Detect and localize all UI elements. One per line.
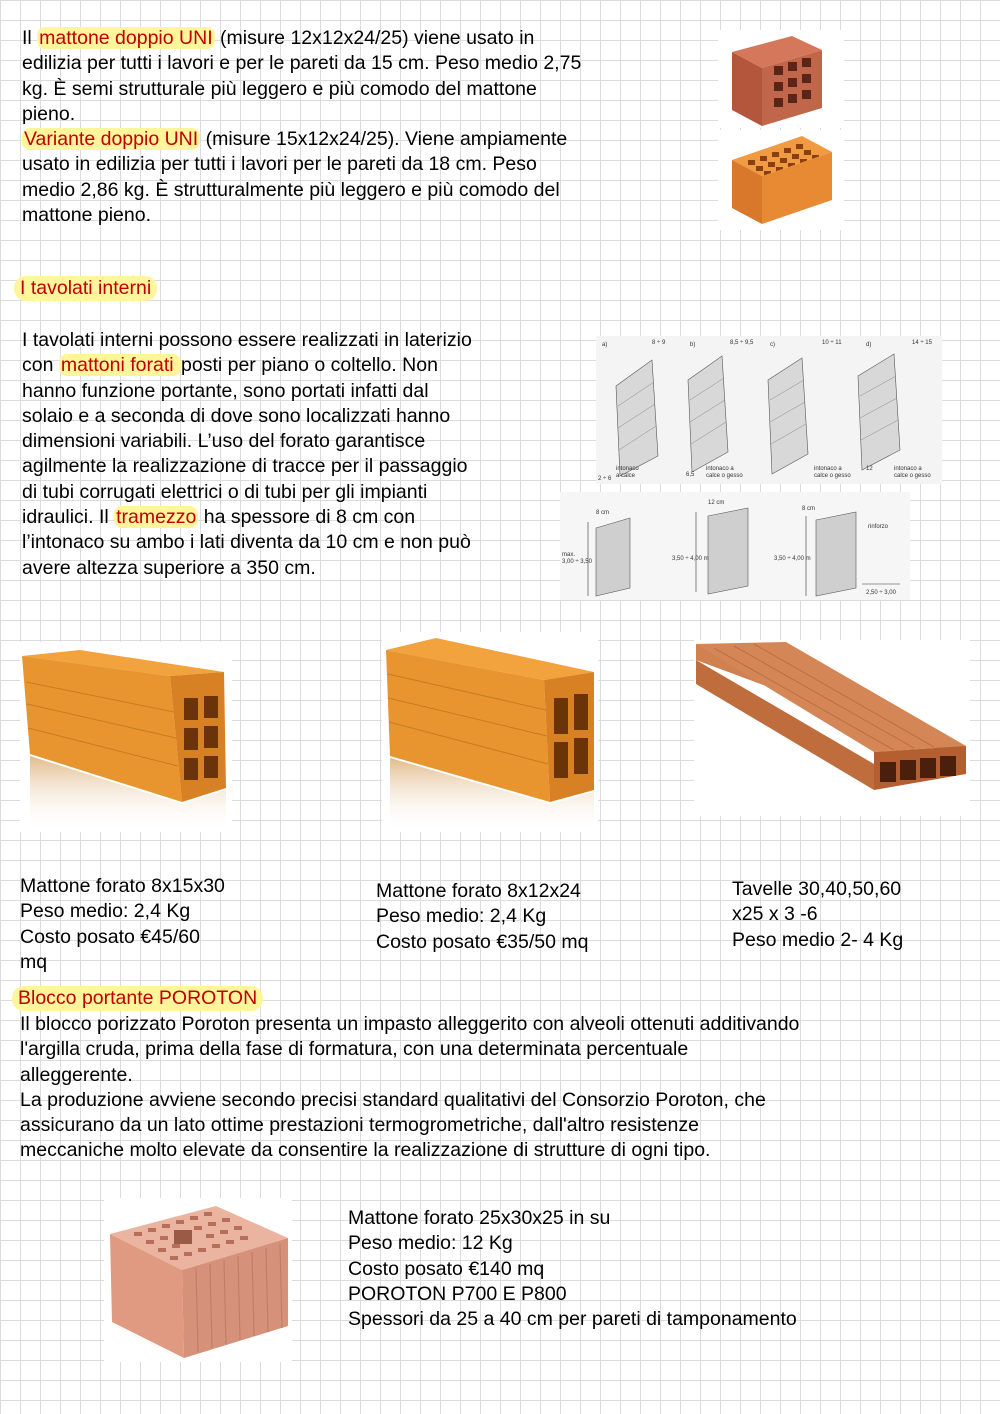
diagram-dim-a: 8 ÷ 9: [652, 340, 666, 346]
diagram-note-b: intonaco a calce o gesso: [706, 466, 743, 479]
diagram-label-b: b): [690, 342, 696, 348]
span-label: 2,50 ÷ 3,00: [866, 590, 896, 596]
highlight-mattone-doppio-uni: mattone doppio UNI: [39, 27, 213, 49]
mattone-forato-8x15x30-image: [20, 642, 232, 832]
mattone-forato-8x12x24-image: [382, 632, 598, 832]
caption-poroton: Mattone forato 25x30x25 in su Peso medio: 12 Kg Costo posato €140 mq POROTON P700 E P800 Spessori da 25 a 40 cm per pareti di tamponamento: [348, 1207, 797, 1331]
brick-variante-doppio-uni-image: [718, 130, 844, 230]
diagram-note-d: intonaco a calce o gesso: [894, 466, 931, 479]
partition-heights-diagram: [560, 492, 910, 600]
heading-blocco-poroton: Blocco portante POROTON: [12, 986, 263, 1011]
diagram-small-2: 6,5: [686, 472, 695, 478]
width-8cm-1: 8 cm: [596, 510, 610, 516]
diagram-label-a: a): [602, 342, 608, 348]
text-run: ha spessore di 8 cm con l’intonaco su ambo i lati diventa da 10 cm e non può avere altezza superiore a 350 cm.: [22, 506, 471, 579]
heading-tavolati-interni: I tavolati interni: [14, 276, 157, 301]
height-350-400-a: 3,50 ÷ 4,00 m: [672, 556, 709, 562]
width-8cm-2: 8 cm: [802, 506, 816, 512]
width-12cm: 12 cm: [708, 500, 725, 506]
caption-mattone-8x15x30: Mattone forato 8x15x30 Peso medio: 2,4 Kg Costo posato €45/60 mq: [20, 875, 225, 973]
highlight-variante-doppio-uni: Variante doppio UNI: [24, 128, 199, 151]
diagram-dim-b: 8,5 ÷ 9,5: [730, 340, 754, 346]
text-run: posti per piano o coltello. Non hanno funzione portante, sono portati infatti dal solaio e a seconda di dove sono localizzati hanno dimensioni variabili. L’uso del forato garantisce agilmente la realizzazione di tracce per il passaggio di tubi corrugati elettrici o di tubi per gli impianti idraulici. Il: [22, 354, 468, 529]
caption-mattone-8x12x24: Mattone forato 8x12x24 Peso medio: 2,4 Kg Costo posato €35/50 mq: [376, 880, 589, 953]
height-350-400-b: 3,50 ÷ 4,00 m: [774, 556, 811, 562]
paragraph-doppio-uni: [22, 26, 682, 228]
highlight-tramezzo: tramezzo: [116, 506, 197, 529]
diagram-small-1: 2 ÷ 6: [598, 476, 612, 482]
poroton-block-image: [104, 1198, 292, 1362]
highlight-mattoni-forati: mattoni forati: [60, 354, 179, 377]
caption-tavelle: Tavelle 30,40,50,60 x25 x 3 -6 Peso medio 2- 4 Kg: [732, 878, 904, 951]
paragraph-poroton: Il blocco porizzato Poroton presenta un impasto alleggerito con alveoli ottenuti additivando l'argilla cruda, prima della fase di formatura, con una determinata percentuale alleggerente. La produzione avviene secondo precisi standard qualitativi del Consorzio Poroton, che assicurano da un lato ottime prestazioni termogrometriche, dall'altro resistenze meccaniche molto elevate da consentire la realizzazione di strutture di ogni tipo.: [20, 1013, 800, 1162]
rinforzo-label: rinforzo: [868, 524, 889, 530]
text-run: Il: [22, 27, 38, 49]
text-run: (misure 12x12x24/25) viene usato in edilizia per tutti i lavori e per le pareti da 15 cm. Peso medio 2,75 kg. È semi strutturale più leggero e più comodo del mattone pieno.: [22, 27, 582, 125]
diagram-note-c: intonaco a calce o gesso: [814, 466, 851, 479]
tavelle-image: [694, 640, 970, 816]
diagram-label-d: d): [866, 342, 872, 348]
diagram-note-a: intonaco a calce: [616, 466, 639, 479]
text-run: (misure 15x12x24/25). Viene ampiamente usato in edilizia per tutti i lavori per le pareti da 18 cm. Peso medio 2,86 kg. È strutturalmente più leggero e più comodo del mattone pieno.: [22, 128, 568, 227]
diagram-dim-d: 14 ÷ 15: [912, 340, 932, 346]
text-run: I tavolati interni possono essere realizzati in laterizio con: [22, 329, 472, 377]
brick-doppio-uni-image: [718, 30, 844, 128]
wall-types-diagram: [596, 336, 942, 484]
diagram-label-c: c): [770, 342, 775, 348]
height-max: max. 3,00 ÷ 3,50: [562, 552, 592, 565]
paragraph-tavolati: [22, 328, 552, 581]
diagram-small-3: 12: [866, 466, 873, 472]
diagram-dim-c: 10 ÷ 11: [822, 340, 842, 346]
